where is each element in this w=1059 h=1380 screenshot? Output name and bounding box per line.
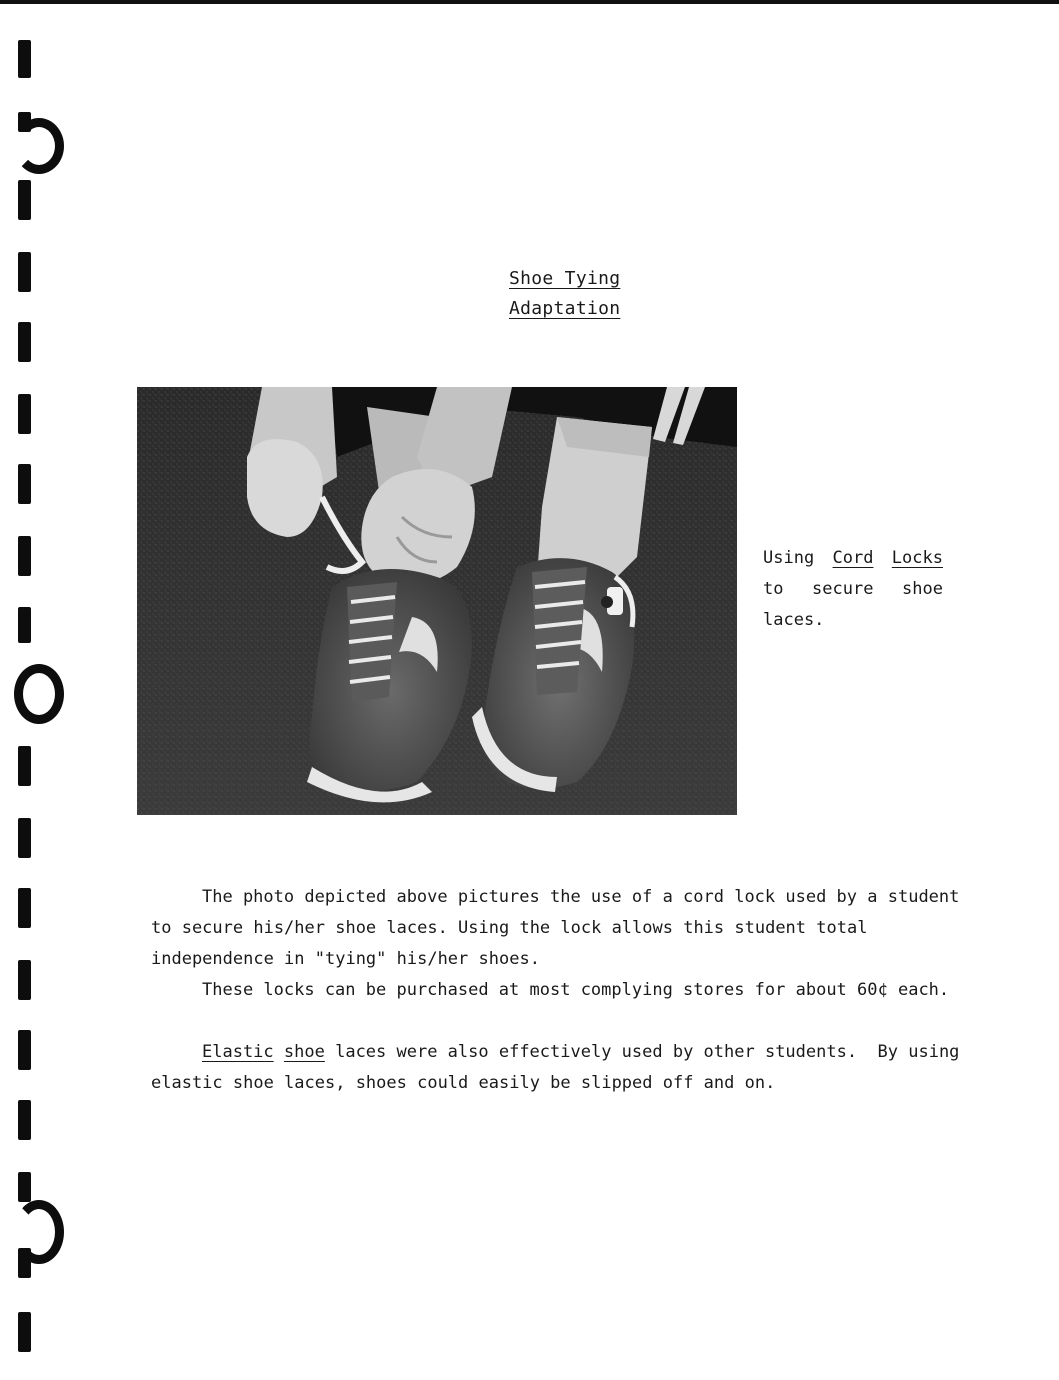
binder-ring-icon: [14, 118, 64, 174]
paragraph-line: [151, 1037, 961, 1068]
punch-mark: [18, 322, 31, 362]
body-text: [151, 882, 961, 1099]
punch-mark: [18, 1100, 31, 1140]
punch-mark: [18, 746, 31, 786]
punch-mark: [18, 960, 31, 1000]
photo-caption: [763, 543, 943, 636]
caption-row: [763, 605, 943, 636]
underlined-word: Elastic: [202, 1042, 274, 1062]
caption-row: [763, 574, 943, 605]
punch-mark: [18, 1312, 31, 1352]
paragraph-line: These locks can be purchased at most complying stores for about 60¢ each.: [202, 980, 950, 1000]
punch-mark: [18, 818, 31, 858]
punch-mark: [18, 888, 31, 928]
top-border-rule: [0, 0, 1059, 4]
paragraph-line: The photo depicted above pictures the use of a cord lock used by a student: [202, 887, 960, 907]
paragraph-text: laces were also effectively used by other students. By using: [324, 1042, 960, 1062]
caption-word: Using: [763, 548, 815, 568]
punch-mark: [18, 1172, 31, 1202]
caption-word-underlined: Locks: [891, 548, 943, 568]
binder-ring-icon: [14, 664, 64, 724]
caption-word: secure: [812, 579, 874, 599]
punch-mark: [18, 536, 31, 576]
punch-mark: [18, 607, 31, 643]
punch-mark: [18, 252, 31, 292]
paragraph-line: to secure his/her shoe laces. Using the lock allows this student total: [151, 918, 868, 938]
title-line-1: Shoe Tying: [509, 268, 621, 289]
caption-row: [763, 543, 943, 574]
paragraph-line: independence in "tying" his/her shoes.: [151, 949, 540, 969]
punch-mark: [18, 464, 31, 504]
caption-word: to: [763, 579, 784, 599]
underlined-word: shoe: [283, 1042, 325, 1062]
caption-word: shoe: [902, 579, 943, 599]
paragraph-line: elastic shoe laces, shoes could easily be slipped off and on.: [151, 1073, 776, 1093]
punch-mark: [18, 180, 31, 220]
title-line-2: Adaptation: [509, 298, 621, 319]
punch-mark: [18, 394, 31, 434]
punch-mark: [18, 1248, 31, 1278]
punch-mark: [18, 40, 31, 78]
paragraph-gap: [151, 1006, 961, 1037]
caption-word: laces.: [763, 610, 825, 630]
punch-mark: [18, 1030, 31, 1070]
caption-word-underlined: Cord: [832, 548, 874, 568]
shoe-lace-photo: [137, 387, 737, 815]
